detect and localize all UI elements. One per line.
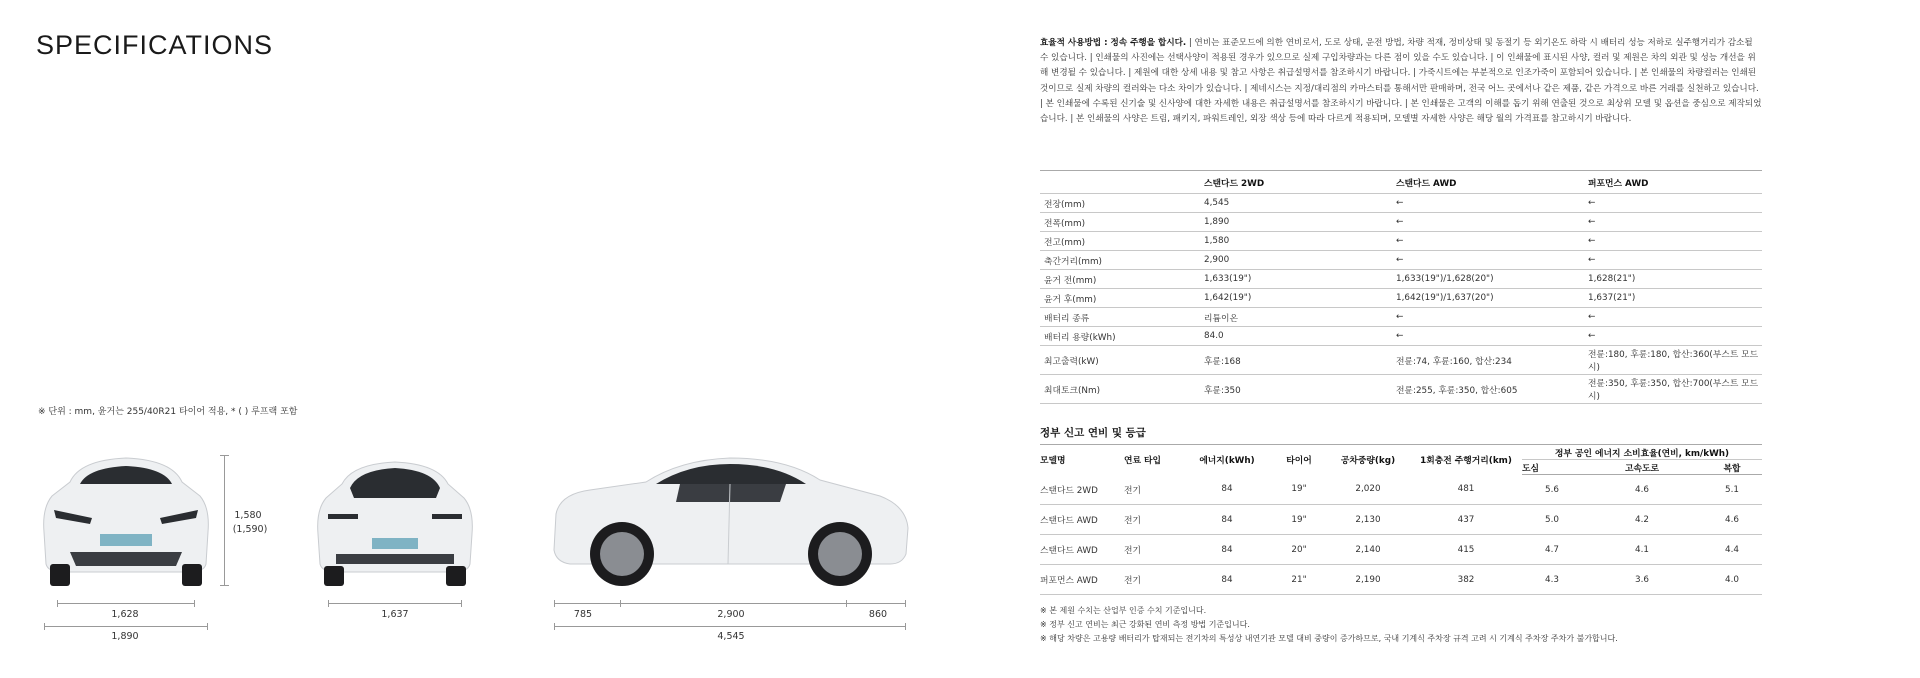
gov-header-weight: 공차중량(kg) [1326, 445, 1410, 475]
front-overhang-value: 785 [573, 609, 593, 620]
front-width-inner-value: 1,628 [111, 609, 139, 620]
height-dim-cap-bottom [220, 585, 229, 586]
spec-cell: 후륜:350 [1200, 375, 1392, 404]
gov-cell: 84 [1182, 565, 1272, 595]
gov-cell: 19" [1272, 505, 1326, 535]
gov-cell: 4.6 [1582, 475, 1702, 505]
wheelbase-value: 2,900 [717, 609, 745, 620]
spec-cell: 1,628(21") [1584, 270, 1762, 289]
notice-body: | 연비는 표준모드에 의한 연비로서, 도로 상태, 운전 방법, 차량 적재, 정비상태 및 동절기 등 외기온도 하락 시 배터리 성능 저하로 실주행거리가 감소될 수 있습니다. | 인쇄물의 사진에는 선택사양이 적용된 경우가 있으므로 실제 구입차량과는 다른 점이 있을 수도 있습니다. | 이 인쇄물에 표시된 사양, 컬러 및 제원은 차의 외관 및 성능 개선을 위해 변경될 수 있습니다. | 제원에 대한 상세 내용 및 참고 사항은 취급설명서를 참조하시기 바랍니다. | 가죽시트에는 부분적으로 인조가죽이 포함되어 있습니다. | 본 인쇄물의 차량컬러는 인쇄된 것이므로 실제 차량의 컬러와는 다소 차이가 있습니다. | 제네시스는 지정/대리점의 카마스터를 통해서만 판매하며, 전국 어느 곳에서나 같은 제품, 같은 가격으로 바른 거래를 실천하고 있습니다. | 본 인쇄물에 수록된 신기술 및 신사양에 대한 자세한 내용은 취급설명서를 참조하시기 바랍니다. | 본 인쇄물은 고객의 이해를 돕기 위해 연출된 것으로 최상위 모델 및 옵션을 중심으로 제작되었습니다. | 본 인쇄물의 사양은 트림, 패키지, 파워트레인, 외장 색상 등에 따라 다르게 적용되며, 모델별 자세한 사양은 해당 월의 가격표를 참고하시기 바랍니다. [1040, 38, 1762, 125]
gov-cell: 5.1 [1702, 475, 1762, 505]
spec-row [1040, 327, 1762, 346]
gov-cell: 2,130 [1326, 505, 1410, 535]
gov-cell: 437 [1410, 505, 1522, 535]
footnote: ※ 본 제원 수치는 산업부 인증 수치 기준입니다. [1040, 606, 1207, 615]
length-tick-b [620, 600, 621, 607]
gov-cell: 4.7 [1522, 535, 1582, 565]
spec-cell: 후륜:168 [1200, 346, 1392, 375]
gov-cell: 481 [1410, 475, 1522, 505]
spec-cell: 1,890 [1200, 213, 1392, 232]
front-width-inner-tick-left [57, 600, 58, 607]
gov-header-model: 모델명 [1040, 445, 1124, 475]
spec-cell: 2,900 [1200, 251, 1392, 270]
footnotes [1040, 604, 1618, 646]
height-dim-line [224, 455, 225, 585]
spec-row [1040, 194, 1762, 213]
spec-cell: 전륜:180, 후륜:180, 합산:360(부스트 모드 시) [1584, 346, 1762, 375]
footnote: ※ 해당 차량은 고용량 배터리가 탑재되는 전기차의 특성상 내연기관 모델 대비 중량이 증가하므로, 국내 기계식 주차장 규격 고려 시 기계식 주차장 주차가 불가합니다. [1040, 634, 1618, 643]
overall-length-value: 4,545 [717, 631, 745, 642]
gov-row-model: 스탠다드 AWD [1040, 535, 1124, 565]
gov-row [1040, 535, 1762, 565]
gov-header-energy: 에너지(kWh) [1182, 445, 1272, 475]
height-dim-cap-top [220, 455, 229, 456]
gov-cell: 3.6 [1582, 565, 1702, 595]
gov-row-model: 스탠다드 AWD [1040, 505, 1124, 535]
gov-cell: 2,020 [1326, 475, 1410, 505]
spec-row-label: 최고출력(kW) [1040, 346, 1200, 375]
spec-cell: ← [1584, 213, 1762, 232]
length-tick-d [905, 600, 906, 607]
rear-overhang-value: 860 [868, 609, 888, 620]
gov-header-tire: 타이어 [1272, 445, 1326, 475]
spec-row-label: 윤거 전(mm) [1040, 270, 1200, 289]
gov-cell: 84 [1182, 475, 1272, 505]
spec-header-row [1040, 171, 1762, 194]
gov-cell: 4.4 [1702, 535, 1762, 565]
gov-row [1040, 505, 1762, 535]
spec-cell: ← [1584, 251, 1762, 270]
spec-row-label: 최대토크(Nm) [1040, 375, 1200, 404]
spec-header-standard-2wd: 스탠다드 2WD [1200, 171, 1392, 194]
spec-cell: ← [1584, 308, 1762, 327]
spec-row-label: 전폭(mm) [1040, 213, 1200, 232]
car-rear-view [314, 458, 476, 586]
gov-efficiency-table [1040, 444, 1762, 595]
spec-row [1040, 308, 1762, 327]
notice-paragraph [1040, 36, 1762, 127]
spec-cell: ← [1392, 251, 1584, 270]
rear-track-line [328, 603, 462, 604]
gov-cell: 4.0 [1702, 565, 1762, 595]
front-width-outer-tick-right [207, 623, 208, 630]
car-side-view [550, 454, 912, 588]
spec-header-blank [1040, 171, 1200, 194]
spec-row-label: 축간거리(mm) [1040, 251, 1200, 270]
length-tick-c [846, 600, 847, 607]
spec-header-standard-awd: 스탠다드 AWD [1392, 171, 1584, 194]
gov-cell: 20" [1272, 535, 1326, 565]
spec-cell: ← [1584, 194, 1762, 213]
notice-lead: 효율적 사용방법 : 정속 주행을 합시다. [1040, 38, 1187, 48]
gov-row-model: 퍼포먼스 AWD [1040, 565, 1124, 595]
gov-cell: 전기 [1124, 535, 1182, 565]
spec-cell: 1,637(21") [1584, 289, 1762, 308]
spec-cell: ← [1392, 327, 1584, 346]
gov-cell: 4.6 [1702, 505, 1762, 535]
spec-row-label: 배터리 용량(kWh) [1040, 327, 1200, 346]
spec-row [1040, 251, 1762, 270]
spec-cell: 1,642(19") [1200, 289, 1392, 308]
gov-cell: 전기 [1124, 505, 1182, 535]
spec-row [1040, 270, 1762, 289]
spec-row [1040, 232, 1762, 251]
front-width-outer-line [44, 626, 208, 627]
spec-row [1040, 346, 1762, 375]
gov-cell: 5.0 [1522, 505, 1582, 535]
height-value: 1,580 [234, 510, 262, 521]
overall-length-tick-left [554, 623, 555, 630]
spec-cell: ← [1392, 194, 1584, 213]
spec-cell: ← [1392, 308, 1584, 327]
gov-subheader-highway: 고속도로 [1582, 460, 1702, 475]
gov-cell: 382 [1410, 565, 1522, 595]
spec-cell: 84.0 [1200, 327, 1392, 346]
page-title: SPECIFICATIONS [36, 30, 274, 60]
spec-row-label: 전고(mm) [1040, 232, 1200, 251]
gov-cell: 19" [1272, 475, 1326, 505]
gov-row [1040, 475, 1762, 505]
gov-cell: 84 [1182, 535, 1272, 565]
front-width-inner-line [57, 603, 195, 604]
gov-cell: 전기 [1124, 565, 1182, 595]
gov-cell: 2,190 [1326, 565, 1410, 595]
spec-cell: ← [1392, 213, 1584, 232]
length-segments-line [554, 603, 906, 604]
spec-cell: 전륜:74, 후륜:160, 합산:234 [1392, 346, 1584, 375]
gov-header-row [1040, 445, 1762, 460]
car-front-view [40, 452, 212, 586]
front-width-inner-tick-right [194, 600, 195, 607]
spec-table [1040, 170, 1762, 404]
rear-track-value: 1,637 [381, 609, 409, 620]
overall-length-tick-right [905, 623, 906, 630]
spec-cell: 1,633(19") [1200, 270, 1392, 289]
gov-cell: 415 [1410, 535, 1522, 565]
height-roofrack-value: (1,590) [232, 524, 268, 535]
gov-header-fuel: 연료 타입 [1124, 445, 1182, 475]
gov-cell: 5.6 [1522, 475, 1582, 505]
gov-cell: 4.1 [1582, 535, 1702, 565]
gov-cell: 4.2 [1582, 505, 1702, 535]
gov-row-model: 스탠다드 2WD [1040, 475, 1124, 505]
spec-cell: 전륜:255, 후륜:350, 합산:605 [1392, 375, 1584, 404]
spec-cell: 1,642(19")/1,637(20") [1392, 289, 1584, 308]
spec-cell: 전륜:350, 후륜:350, 합산:700(부스트 모드 시) [1584, 375, 1762, 404]
spec-row [1040, 375, 1762, 404]
length-tick-a [554, 600, 555, 607]
spec-cell: 4,545 [1200, 194, 1392, 213]
gov-cell: 2,140 [1326, 535, 1410, 565]
spec-cell: 1,633(19")/1,628(20") [1392, 270, 1584, 289]
gov-subheader-combined: 복합 [1702, 460, 1762, 475]
spec-cell: 리튬이온 [1200, 308, 1392, 327]
overall-length-line [554, 626, 906, 627]
rear-track-tick-left [328, 600, 329, 607]
footnote: ※ 정부 신고 연비는 최근 강화된 연비 측정 방법 기준입니다. [1040, 620, 1250, 629]
gov-cell: 84 [1182, 505, 1272, 535]
gov-subheader-city: 도심 [1522, 460, 1582, 475]
spec-cell: ← [1584, 232, 1762, 251]
gov-cell: 전기 [1124, 475, 1182, 505]
spec-row-label: 전장(mm) [1040, 194, 1200, 213]
spec-cell: 1,580 [1200, 232, 1392, 251]
gov-header-efficiency-group: 정부 공인 에너지 소비효율(연비, km/kWh) [1522, 445, 1762, 460]
spec-row-label: 배터리 종류 [1040, 308, 1200, 327]
gov-cell: 21" [1272, 565, 1326, 595]
spec-row-label: 윤거 후(mm) [1040, 289, 1200, 308]
spec-row [1040, 289, 1762, 308]
units-note: ※ 단위 : mm, 윤거는 255/40R21 타이어 적용, * ( ) 루프랙 포함 [38, 407, 298, 417]
rear-track-tick-right [461, 600, 462, 607]
front-width-outer-tick-left [44, 623, 45, 630]
gov-fuel-title: 정부 신고 연비 및 등급 [1040, 427, 1146, 439]
gov-row [1040, 565, 1762, 595]
spec-row [1040, 213, 1762, 232]
gov-header-range: 1회충전 주행거리(km) [1410, 445, 1522, 475]
gov-cell: 4.3 [1522, 565, 1582, 595]
spec-cell: ← [1584, 327, 1762, 346]
front-width-outer-value: 1,890 [111, 631, 139, 642]
spec-header-performance-awd: 퍼포먼스 AWD [1584, 171, 1762, 194]
spec-cell: ← [1392, 232, 1584, 251]
